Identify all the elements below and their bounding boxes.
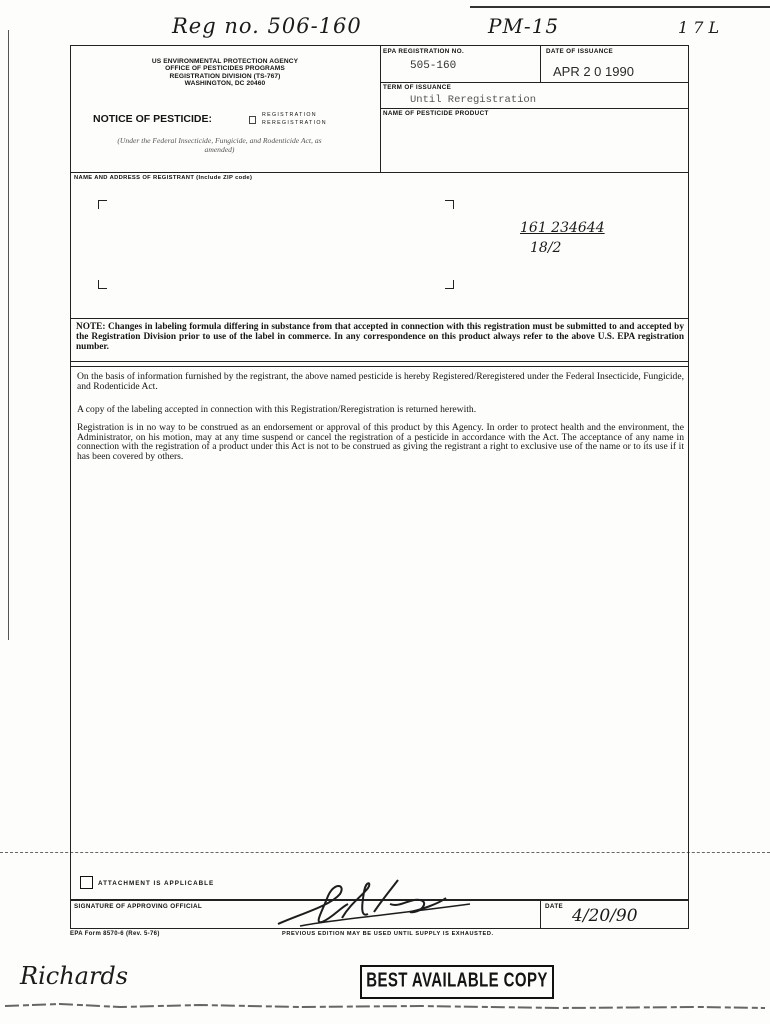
handwritten-margin-name: Richards (20, 962, 129, 990)
scan-smudge-bottom (0, 998, 770, 1012)
address-window-corner-tr (445, 200, 454, 209)
agency-office: OFFICE OF PESTICIDES PROGRAMS (165, 65, 285, 73)
note-top-line (70, 318, 688, 319)
notice-title: NOTICE OF PESTICIDE: (93, 113, 213, 125)
stamp-text: BEST AVAILABLE COPY (366, 968, 548, 992)
signature-label: SIGNATURE OF APPROVING OFFICIAL (74, 903, 203, 910)
signature-date-label: DATE (545, 903, 564, 910)
signature-date-value: 4/20/90 (572, 906, 638, 926)
registration-number-value: 505-160 (410, 60, 457, 72)
registrant-label: NAME AND ADDRESS OF REGISTRANT (Include ZIP code) (74, 175, 253, 181)
handwritten-reg-no: Reg no. 506-160 (172, 14, 362, 38)
product-row-line (380, 108, 688, 109)
attachment-label: ATTACHMENT IS APPLICABLE (98, 880, 215, 887)
body-top-line (70, 366, 688, 367)
notice-option-reregistration: REREGISTRATION (262, 120, 327, 126)
scan-edge-top (470, 6, 770, 8)
handwritten-file-suffix: 18/2 (530, 240, 562, 256)
registrant-row-line (70, 172, 688, 173)
agency-block (70, 58, 380, 88)
notice-act-reference: (Under the Federal Insecticide, Fungicide, and Rodenticide Act, as amended) (117, 136, 322, 154)
issuance-date-label: DATE OF ISSUANCE (546, 48, 614, 55)
address-window-corner-bl (98, 280, 107, 289)
address-window-corner-br (445, 280, 454, 289)
address-window-corner-tl (98, 200, 107, 209)
term-value: Until Reregistration (410, 94, 537, 106)
body-paragraph-registered: On the basis of information furnished by the registrant, the above named pesticide is hereby Registered/Reregistered under the Federal Insecticide, Fungicide, and Rodenticide Act. (77, 371, 684, 392)
date-divider (540, 900, 541, 928)
best-available-copy-stamp (360, 965, 554, 999)
product-name-label: NAME OF PESTICIDE PRODUCT (383, 110, 489, 117)
notice-type-checkbox (249, 116, 256, 124)
body-paragraph-disclaimer: Registration is in no way to be construed as an endorsement or approval of this product by this Agency. In order to protect health and the environment, the Administrator, on his motion, may at any time suspend or cancel the registration of a pesticide in accordance with the Act. The acceptance of any name in connection with the registration of a product under this Act is not to be construed as giving the registrant a right to exclusive use of the name or to its use if it has been covered by others. (77, 422, 684, 462)
approving-official-signature (270, 874, 490, 932)
date-cell-divider (540, 45, 541, 82)
agency-address: WASHINGTON, DC 20460 (184, 80, 266, 88)
registration-number-label: EPA REGISTRATION NO. (383, 48, 465, 55)
note-bottom-line (70, 361, 688, 362)
term-row-line (380, 82, 688, 83)
handwritten-file-number: 161 234644 (520, 220, 605, 236)
agency-division: REGISTRATION DIVISION (TS-767) (169, 72, 281, 80)
attachment-checkbox (80, 876, 93, 889)
notice-option-registration: REGISTRATION (262, 112, 317, 118)
form-identifier: EPA Form 8570-6 (Rev. 5-76) (70, 931, 160, 937)
scan-edge-left (8, 30, 9, 640)
edition-note: PREVIOUS EDITION MAY BE USED UNTIL SUPPLY IS EXHAUSTED. (282, 931, 494, 937)
body-paragraph-labeling: A copy of the labeling accepted in connection with this Registration/Reregistration is returned herewith. (77, 404, 477, 415)
registration-note: NOTE: Changes in labeling formula differing in substance from that accepted in connection with this registration must be submitted to and accepted by the Registration Division prior to use of the label in commerce. In any correspondence on this product always refer to the above U.S. EPA registration number. (76, 322, 684, 352)
term-label: TERM OF ISSUANCE (383, 84, 452, 91)
agency-name: US ENVIRONMENTAL PROTECTION AGENCY (151, 58, 299, 65)
issuance-date-stamp: APR 2 0 1990 (553, 64, 634, 79)
handwritten-corner-mark: 1 7 L (678, 18, 720, 37)
handwritten-pm-number: PM-15 (488, 14, 560, 38)
